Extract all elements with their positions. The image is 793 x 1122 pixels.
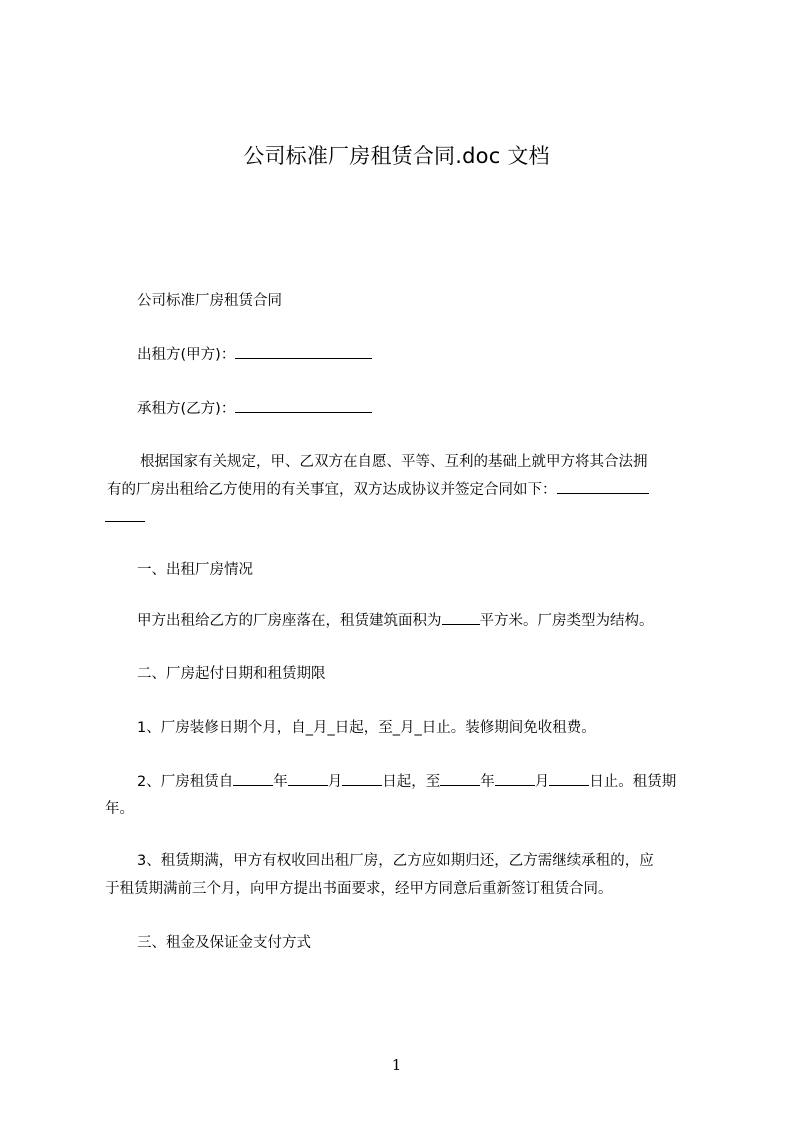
item-2-2-month: 月 (327, 774, 343, 790)
section-1-text (137, 611, 654, 631)
section-1-text-b: 平方米。厂房类型为结构。 (479, 613, 654, 629)
intro-line-2 (107, 480, 649, 500)
item-2-2-suffix: 日止。租赁期 (589, 774, 677, 790)
item-2-3-line-1: 3、租赁期满，甲方有权收回出租厂房，乙方应如期归还，乙方需继续承租的，应 (137, 853, 654, 869)
item-2-2-year2: 年 (480, 774, 495, 790)
lessor-line (137, 345, 372, 365)
year-blank-1 (233, 772, 273, 786)
section-3-title: 三、租金及保证金支付方式 (137, 935, 311, 951)
contract-heading: 公司标准厂房租赁合同 (137, 293, 282, 309)
item-2-2-day-from: 日起，至 (382, 774, 441, 790)
item-2-2-year: 年 (273, 774, 288, 790)
page-number: 1 (391, 1056, 402, 1074)
lessee-label: 承租方(乙方)： (137, 401, 236, 417)
year-blank-2 (440, 772, 480, 786)
lessor-label: 出租方(甲方)： (137, 347, 236, 363)
lessee-line (137, 399, 372, 419)
section-2-title: 二、厂房起付日期和租赁期限 (137, 666, 326, 682)
section-1-title: 一、出租厂房情况 (137, 562, 253, 578)
lessee-blank (235, 399, 372, 413)
item-2-2-line-2: 年。 (105, 801, 134, 817)
lessor-blank (235, 345, 372, 359)
item-2-2 (137, 772, 676, 792)
day-blank-2 (549, 772, 589, 786)
intro-blank-2 (105, 508, 145, 522)
month-blank-1 (288, 772, 328, 786)
section-1-text-a: 甲方出租给乙方的厂房座落在，租赁建筑面积为 (137, 613, 442, 629)
document-title: 公司标准厂房租赁合同.doc 文档 (243, 144, 550, 168)
intro-blank-1 (557, 480, 649, 494)
intro-line-2-text: 有的厂房出租给乙方使用的有关事宜，双方达成协议并签定合同如下： (107, 482, 557, 498)
area-blank (442, 611, 480, 625)
item-2-3-line-2: 于租赁期满前三个月，向甲方提出书面要求，经甲方同意后重新签订租赁合同。 (105, 881, 613, 897)
day-blank-1 (342, 772, 382, 786)
item-2-2-prefix: 2、厂房租赁自 (137, 774, 234, 790)
item-2-1: 1、厂房装修日期个月，自_月_日起，至_月_日止。装修期间免收租费。 (137, 720, 596, 736)
item-2-2-month2: 月 (534, 774, 550, 790)
intro-line-1: 根据国家有关规定，甲、乙双方在自愿、平等、互利的基础上就甲方将其合法拥 (140, 454, 648, 470)
intro-line-3 (105, 508, 145, 528)
month-blank-2 (495, 772, 535, 786)
